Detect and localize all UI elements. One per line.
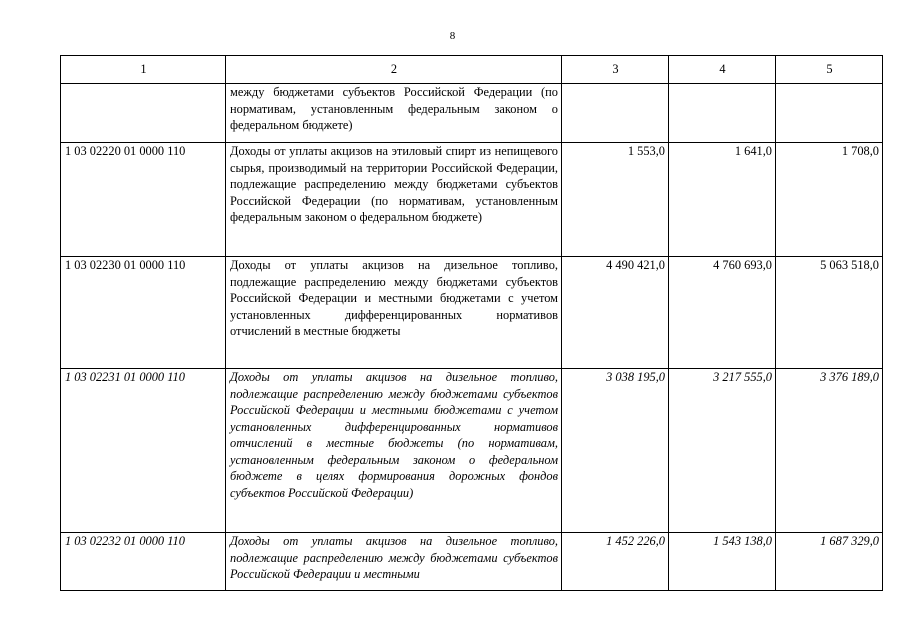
value-col-3 xyxy=(562,84,669,143)
row-description: Доходы от уплаты акцизов на дизельное топливо, подлежащие распределению между бюджетами субъектов Российской Федерации и местными бюджетами с учетом установленных дифференцированных нормативов отчислений в местные бюджеты xyxy=(226,257,562,369)
row-description: между бюджетами субъектов Российской Федерации (по нормативам, установленным федеральным законом о федеральном бюджете) xyxy=(226,84,562,143)
column-header: 5 xyxy=(776,56,883,84)
value-col-5: 1 708,0 xyxy=(776,143,883,257)
table-row xyxy=(61,143,883,257)
budget-code: 1 03 02231 01 0000 110 xyxy=(61,369,226,533)
budget-code xyxy=(61,84,226,143)
value-col-5 xyxy=(776,84,883,143)
value-col-4 xyxy=(669,84,776,143)
table-row xyxy=(61,369,883,533)
value-col-4: 4 760 693,0 xyxy=(669,257,776,369)
column-header: 4 xyxy=(669,56,776,84)
value-col-4: 1 641,0 xyxy=(669,143,776,257)
budget-table xyxy=(60,55,883,591)
row-description: Доходы от уплаты акцизов на этиловый спирт из непищевого сырья, производимый на территории Российской Федерации, подлежащие распределению между бюджетами субъектов Российской Федерации (по нормативам, установленным федеральным законом о федеральном бюджете) xyxy=(226,143,562,257)
row-description: Доходы от уплаты акцизов на дизельное топливо, подлежащие распределению между бюджетами субъектов Российской Федерации и местными xyxy=(226,533,562,591)
value-col-5: 5 063 518,0 xyxy=(776,257,883,369)
value-col-4: 1 543 138,0 xyxy=(669,533,776,591)
value-col-3: 1 553,0 xyxy=(562,143,669,257)
value-col-4: 3 217 555,0 xyxy=(669,369,776,533)
value-col-5: 3 376 189,0 xyxy=(776,369,883,533)
page-number: 8 xyxy=(449,30,456,42)
budget-code: 1 03 02232 01 0000 110 xyxy=(61,533,226,591)
table-row xyxy=(61,533,883,591)
table-header-row xyxy=(61,56,883,84)
value-col-3: 1 452 226,0 xyxy=(562,533,669,591)
table-row xyxy=(61,84,883,143)
value-col-5: 1 687 329,0 xyxy=(776,533,883,591)
column-header: 1 xyxy=(61,56,226,84)
budget-code: 1 03 02220 01 0000 110 xyxy=(61,143,226,257)
column-header: 2 xyxy=(226,56,562,84)
column-header: 3 xyxy=(562,56,669,84)
value-col-3: 3 038 195,0 xyxy=(562,369,669,533)
value-col-3: 4 490 421,0 xyxy=(562,257,669,369)
row-description: Доходы от уплаты акцизов на дизельное топливо, подлежащие распределению между бюджетами субъектов Российской Федерации и местными бюджетами с учетом установленных дифференцированных нормативов отчислений в местные бюджеты (по нормативам, установленным федеральным законом о федеральном бюджете в целях формирования дорожных фондов субъектов Российской Федерации) xyxy=(226,369,562,533)
budget-code: 1 03 02230 01 0000 110 xyxy=(61,257,226,369)
table-row xyxy=(61,257,883,369)
